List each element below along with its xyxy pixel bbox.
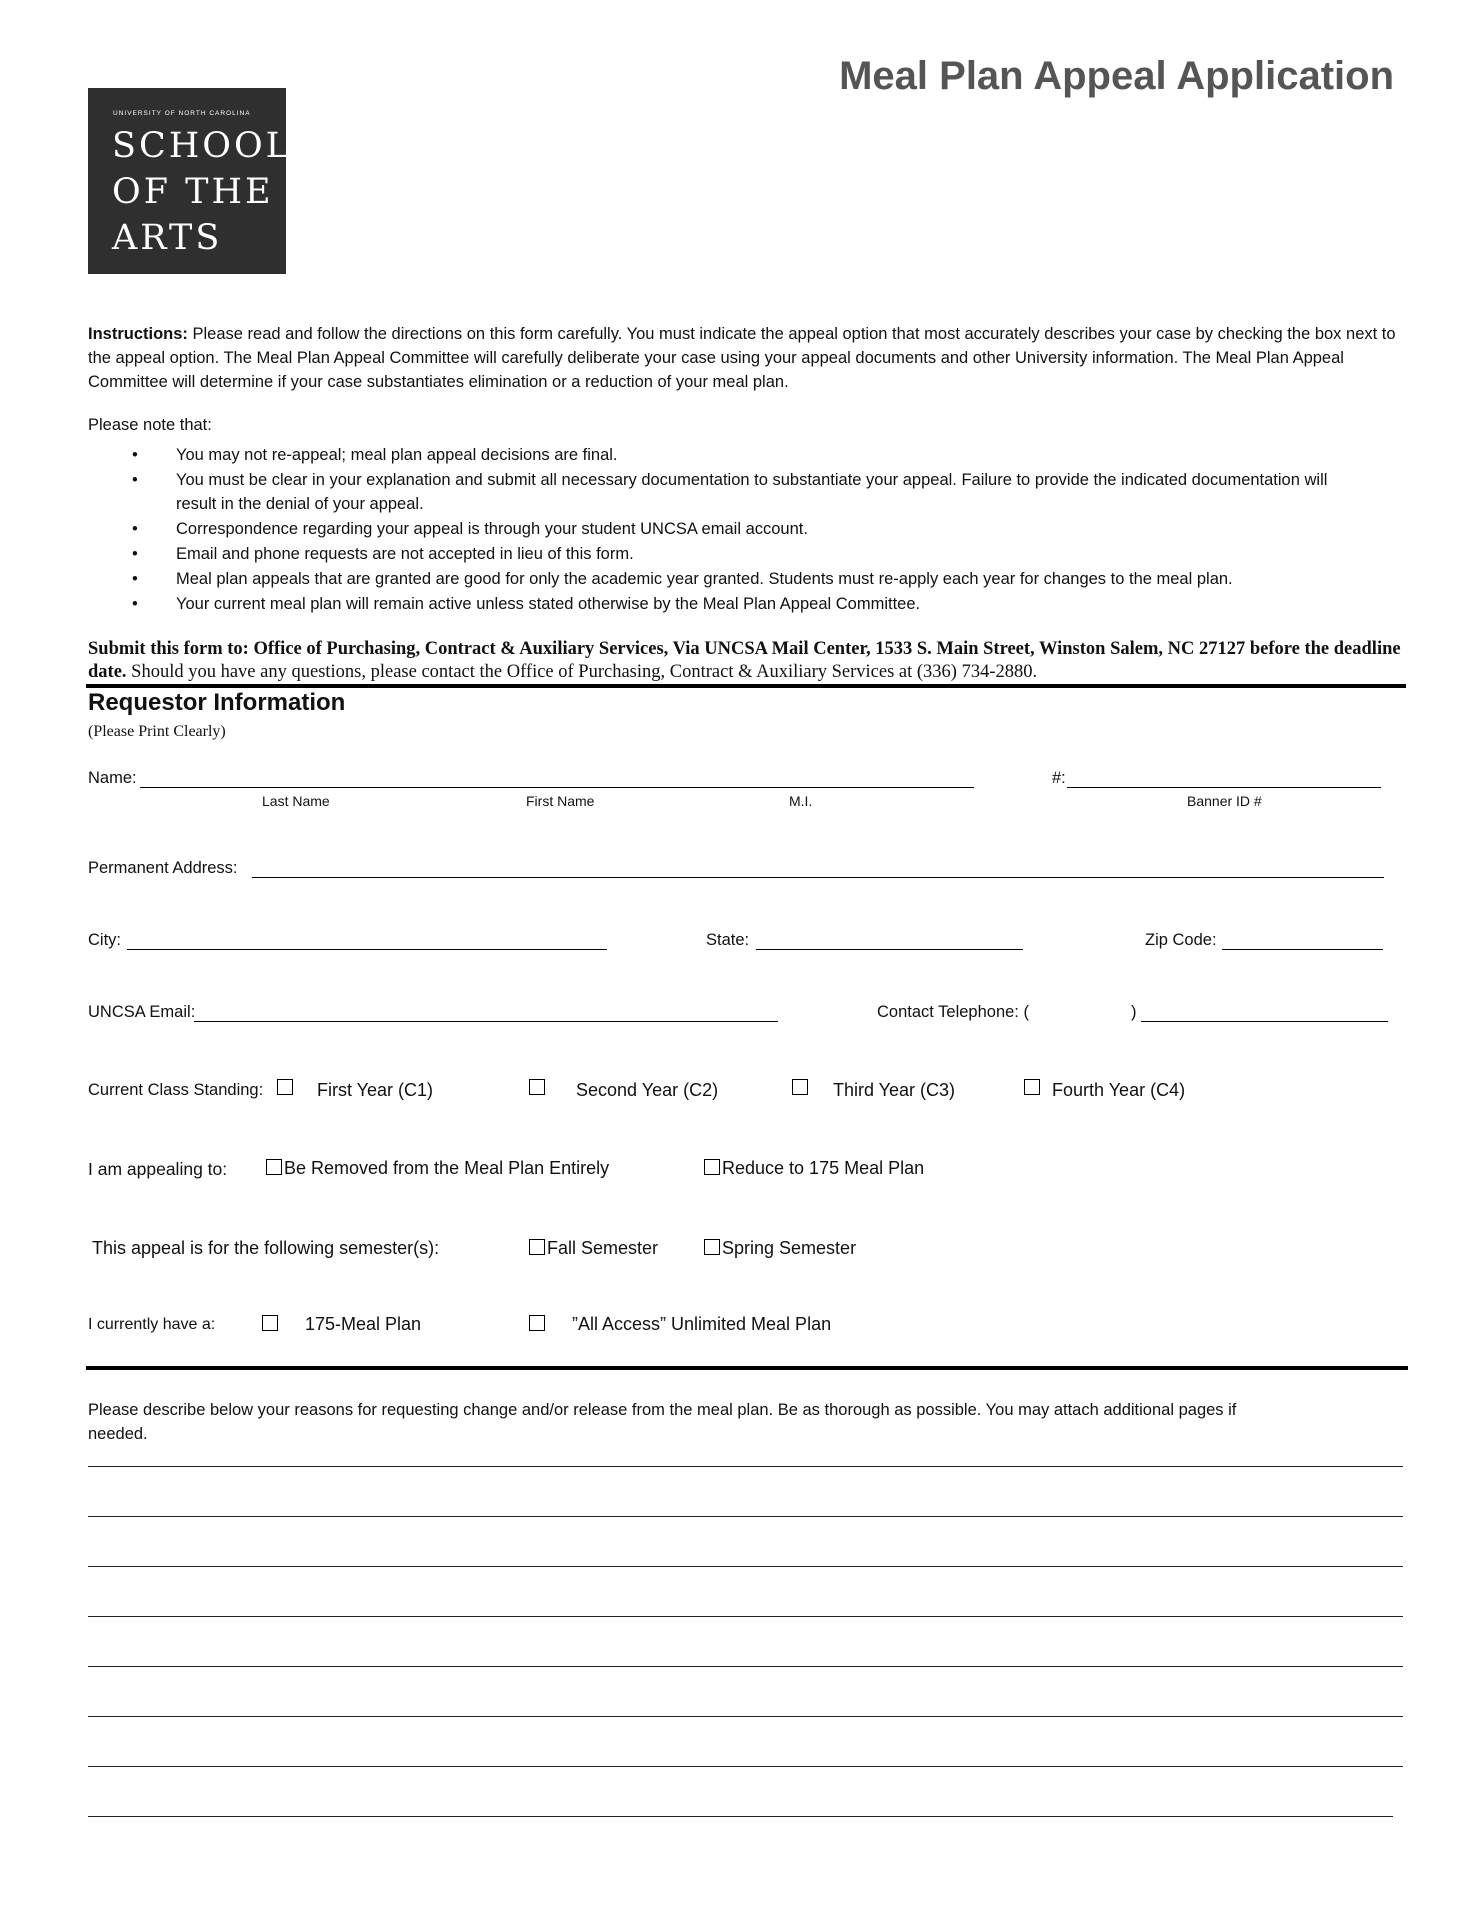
submit-contact: Should you have any questions, please contact the Office of Purchasing, Contract & Auxiliary Services at (336) 734-2880. — [126, 662, 1038, 682]
plan-175-checkbox[interactable] — [262, 1315, 278, 1331]
all-access-checkbox[interactable] — [529, 1315, 545, 1331]
reason-line[interactable] — [88, 1466, 1403, 1467]
requestor-heading: Requestor Information — [88, 689, 346, 716]
address-field[interactable] — [252, 877, 1384, 878]
current-plan-label: I currently have a: — [88, 1316, 216, 1333]
remove-plan-checkbox[interactable] — [266, 1159, 282, 1175]
banner-id-caption: Banner ID # — [1187, 793, 1262, 809]
logo-line: OF THE — [112, 172, 274, 212]
last-name-caption: Last Name — [262, 793, 330, 809]
list-item: • Email and phone requests are not accepted in lieu of this form. — [88, 542, 1338, 566]
list-item: • Your current meal plan will remain active unless stated otherwise by the Meal Plan Appeal Committee. — [88, 592, 1338, 616]
phone-close: ) — [1131, 1003, 1137, 1021]
submit-instructions — [88, 638, 1418, 684]
address-label: Permanent Address: — [88, 859, 238, 877]
list-item: • You may not re-appeal; meal plan appeal decisions are final. — [88, 443, 1338, 467]
first-name-caption: First Name — [526, 793, 595, 809]
reason-line[interactable] — [88, 1666, 1403, 1667]
email-label: UNCSA Email: — [88, 1003, 196, 1021]
phone-field[interactable] — [1141, 1021, 1388, 1022]
state-label: State: — [706, 931, 750, 949]
spring-semester-checkbox[interactable] — [704, 1239, 720, 1255]
id-label: #: — [1052, 769, 1066, 787]
reduce-plan-label: Reduce to 175 Meal Plan — [722, 1158, 925, 1178]
name-field[interactable] — [140, 787, 974, 788]
logo-line: ARTS — [112, 218, 223, 258]
semester-label: This appeal is for the following semester(s): — [92, 1238, 440, 1258]
section-divider — [86, 684, 1406, 688]
logo-line: SCHOOL — [112, 126, 292, 166]
second-year-checkbox[interactable] — [529, 1079, 545, 1095]
list-item: • Meal plan appeals that are granted are good for only the academic year granted. Students must re-apply each year for changes to the meal plan. — [88, 567, 1338, 591]
city-label: City: — [88, 931, 121, 949]
instructions — [88, 322, 1398, 394]
fourth-year-checkbox[interactable] — [1024, 1079, 1040, 1095]
city-field[interactable] — [127, 949, 607, 950]
second-year-label: Second Year (C2) — [576, 1080, 719, 1100]
page-title: Meal Plan Appeal Application — [839, 54, 1394, 98]
first-year-label: First Year (C1) — [317, 1080, 434, 1100]
third-year-checkbox[interactable] — [792, 1079, 808, 1095]
logo-wordmark — [112, 123, 292, 261]
third-year-label: Third Year (C3) — [833, 1080, 956, 1100]
rules-list — [88, 443, 1338, 617]
spring-semester-label: Spring Semester — [722, 1238, 857, 1258]
list-item: • Correspondence regarding your appeal is through your student UNCSA email account. — [88, 517, 1338, 541]
zip-field[interactable] — [1222, 949, 1383, 950]
reasons-instructions: Please describe below your reasons for requesting change and/or release from the meal plan. Be as thorough as possible. You may attach additional pages if needed. — [88, 1401, 1237, 1443]
reason-line[interactable] — [88, 1716, 1403, 1717]
reason-line[interactable] — [88, 1766, 1403, 1767]
appealing-label: I am appealing to: — [88, 1159, 228, 1179]
first-year-checkbox[interactable] — [277, 1079, 293, 1095]
fall-semester-label: Fall Semester — [547, 1238, 659, 1258]
reason-line[interactable] — [88, 1816, 1393, 1817]
remove-plan-label: Be Removed from the Meal Plan Entirely — [284, 1158, 610, 1178]
note-heading: Please note that: — [88, 416, 212, 434]
email-field[interactable] — [194, 1021, 778, 1022]
all-access-label: ”All Access” Unlimited Meal Plan — [572, 1314, 832, 1334]
submit-address: Submit this form to: Office of Purchasing, Contract & Auxiliary Services, Via UNCSA Mail Center, 1533 S. Main Street, Winston Salem, NC 27127 before the deadline date. — [88, 639, 1401, 682]
instructions-label: Instructions: — [88, 325, 188, 343]
standing-label: Current Class Standing: — [88, 1081, 264, 1099]
fall-semester-checkbox[interactable] — [529, 1239, 545, 1255]
list-item: • You must be clear in your explanation and submit all necessary documentation to substantiate your appeal. Failure to provide the indicated documentation will result in the denial of your appeal. — [88, 468, 1338, 516]
school-logo — [88, 88, 292, 274]
name-label: Name: — [88, 769, 137, 787]
plan-175-label: 175-Meal Plan — [305, 1314, 422, 1334]
state-field[interactable] — [756, 949, 1023, 950]
reason-line[interactable] — [88, 1616, 1403, 1617]
print-clearly-note: (Please Print Clearly) — [88, 723, 226, 740]
section-divider — [86, 1366, 1408, 1370]
reason-line[interactable] — [88, 1516, 1403, 1517]
reduce-plan-checkbox[interactable] — [704, 1159, 720, 1175]
phone-label: Contact Telephone: ( — [877, 1003, 1029, 1021]
mi-caption: M.I. — [789, 793, 813, 809]
reason-line[interactable] — [88, 1566, 1403, 1567]
fourth-year-label: Fourth Year (C4) — [1052, 1080, 1186, 1100]
instructions-text: Please read and follow the directions on this form carefully. You must indicate the appeal option that most accurately describes your case by checking the box next to the appeal option. The Meal Plan Appeal Committee will carefully deliberate your case using your appeal documents and other University information. The Meal Plan Appeal Committee will determine if your case substantiates elimination or a reduction of your meal plan. — [88, 325, 1396, 391]
zip-label: Zip Code: — [1145, 931, 1217, 949]
logo-small-text: UNIVERSITY OF NORTH CAROLINA — [113, 110, 251, 117]
banner-id-field[interactable] — [1067, 787, 1381, 788]
